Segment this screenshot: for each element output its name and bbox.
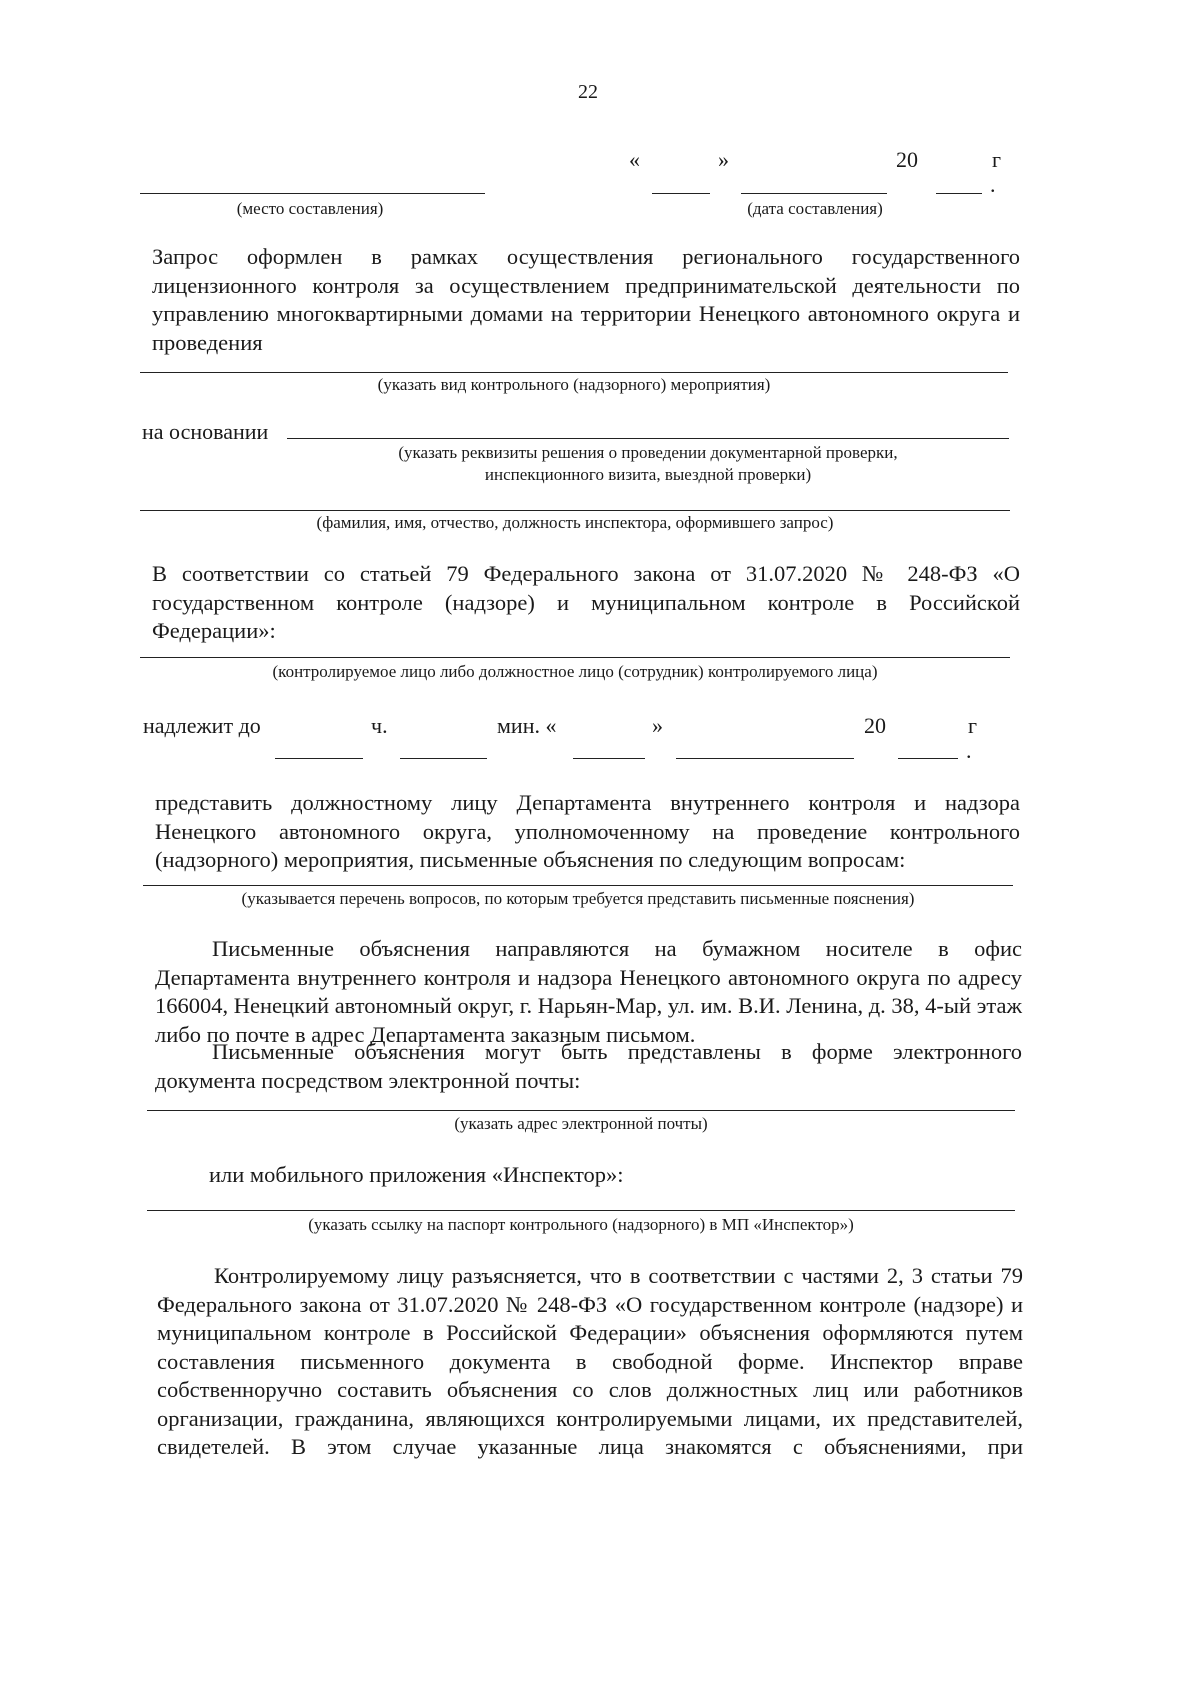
day-line[interactable]	[652, 193, 710, 194]
date-caption: (дата составления)	[747, 199, 883, 218]
electronic-paragraph: Письменные объяснения могут быть представлены в форме электронного документа посредством электронной почты:	[155, 1039, 1022, 1093]
deadline-day-line[interactable]	[573, 758, 645, 759]
deadline-quote-close: »	[652, 713, 663, 738]
present-paragraph: представить должностному лицу Департамента внутреннего контроля и надзора Ненецкого автономного округа, уполномоченному на проведение контрольного (надзорного) мероприятия, письменные объяснения по следующим вопросам:	[155, 790, 1020, 872]
basis-line[interactable]	[287, 438, 1009, 439]
law-paragraph: В соответствии со статьей 79 Федерального закона от 31.07.2020 № 248-ФЗ «О государственном контроле (надзоре) и муниципальном контроле в Российской Федерации»:	[152, 561, 1020, 643]
email-line[interactable]	[147, 1110, 1015, 1111]
deadline-dot: .	[966, 738, 972, 763]
event-type-line[interactable]	[140, 372, 1008, 373]
controlled-person-line[interactable]	[140, 657, 1010, 658]
header-year-suffix: г	[992, 147, 1002, 172]
mobile-caption: (указать ссылку на паспорт контрольного (надзорного) в МП «Инспектор»)	[308, 1215, 854, 1234]
header-quote-close: »	[718, 147, 729, 172]
basis-label: на основании	[142, 419, 269, 444]
explain-paragraph: Контролируемому лицу разъясняется, что в соответствии с частями 2, 3 статьи 79 Федерального закона от 31.07.2020 № 248-ФЗ «О государственном контроле (надзоре) и муниципальном контроле в Российской Федерации» объяснения оформляются путем составления письменного документа в свободной форме. Инспектор вправе собственноручно составить объяснения со слов должностных лиц или работников организации, гражданина, являющихся контролируемыми лицами, их представителей, свидетелей. В этом случае указанные лица знакомятся с объяснениями, при	[157, 1263, 1023, 1459]
basis-caption-line2: инспекционного визита, выездной проверки)	[484, 465, 812, 484]
questions-caption: (указывается перечень вопросов, по которым требуется представить письменные пояснения)	[241, 889, 915, 908]
header-year-prefix: 20	[896, 147, 918, 172]
page-number: 22	[578, 81, 598, 103]
intro-paragraph: Запрос оформлен в рамках осуществления регионального государственного лицензионного контроля за осуществлением предпринимательской деятельности по управлению многоквартирными домами на территории Ненецкого автономного округа и проведения	[152, 244, 1020, 355]
deadline-year-suffix: г	[968, 713, 978, 738]
questions-line[interactable]	[143, 885, 1013, 886]
deadline-hours-line[interactable]	[275, 758, 363, 759]
controlled-person-caption: (контролируемое лицо либо должностное лицо (сотрудник) контролируемого лица)	[272, 662, 878, 681]
basis-caption-line1: (указать реквизиты решения о проведении документарной проверки,	[398, 443, 898, 462]
header-quote-open: «	[629, 147, 640, 172]
deadline-year-prefix: 20	[864, 713, 886, 738]
paper-paragraph: Письменные объяснения направляются на бумажном носителе в офис Департамента внутреннего контроля и надзора Ненецкого автономного округа по адресу 166004, Ненецкий автономный округ, г. Нарьян-Мар, ул. им. В.И. Ленина, д. 38, 4-ый этаж либо по почте в адрес Департамента заказным письмом.	[155, 936, 1022, 1047]
mobile-label: или мобильного приложения «Инспектор»:	[209, 1162, 624, 1187]
place-caption: (место составления)	[236, 199, 384, 218]
header-dot: .	[990, 172, 996, 197]
month-line[interactable]	[741, 193, 887, 194]
deadline-hours: ч.	[371, 713, 388, 738]
deadline-minutes: мин. «	[497, 713, 557, 738]
year-line[interactable]	[936, 193, 982, 194]
mobile-line[interactable]	[147, 1210, 1015, 1211]
deadline-year-line[interactable]	[898, 758, 958, 759]
deadline-minutes-line[interactable]	[400, 758, 487, 759]
inspector-line[interactable]	[140, 510, 1010, 511]
place-line[interactable]	[140, 193, 485, 194]
inspector-caption: (фамилия, имя, отчество, должность инспектора, оформившего запрос)	[316, 513, 834, 532]
deadline-label: надлежит до	[143, 713, 261, 738]
deadline-month-line[interactable]	[676, 758, 854, 759]
email-caption: (указать адрес электронной почты)	[454, 1114, 708, 1133]
event-type-caption: (указать вид контрольного (надзорного) мероприятия)	[377, 375, 771, 394]
